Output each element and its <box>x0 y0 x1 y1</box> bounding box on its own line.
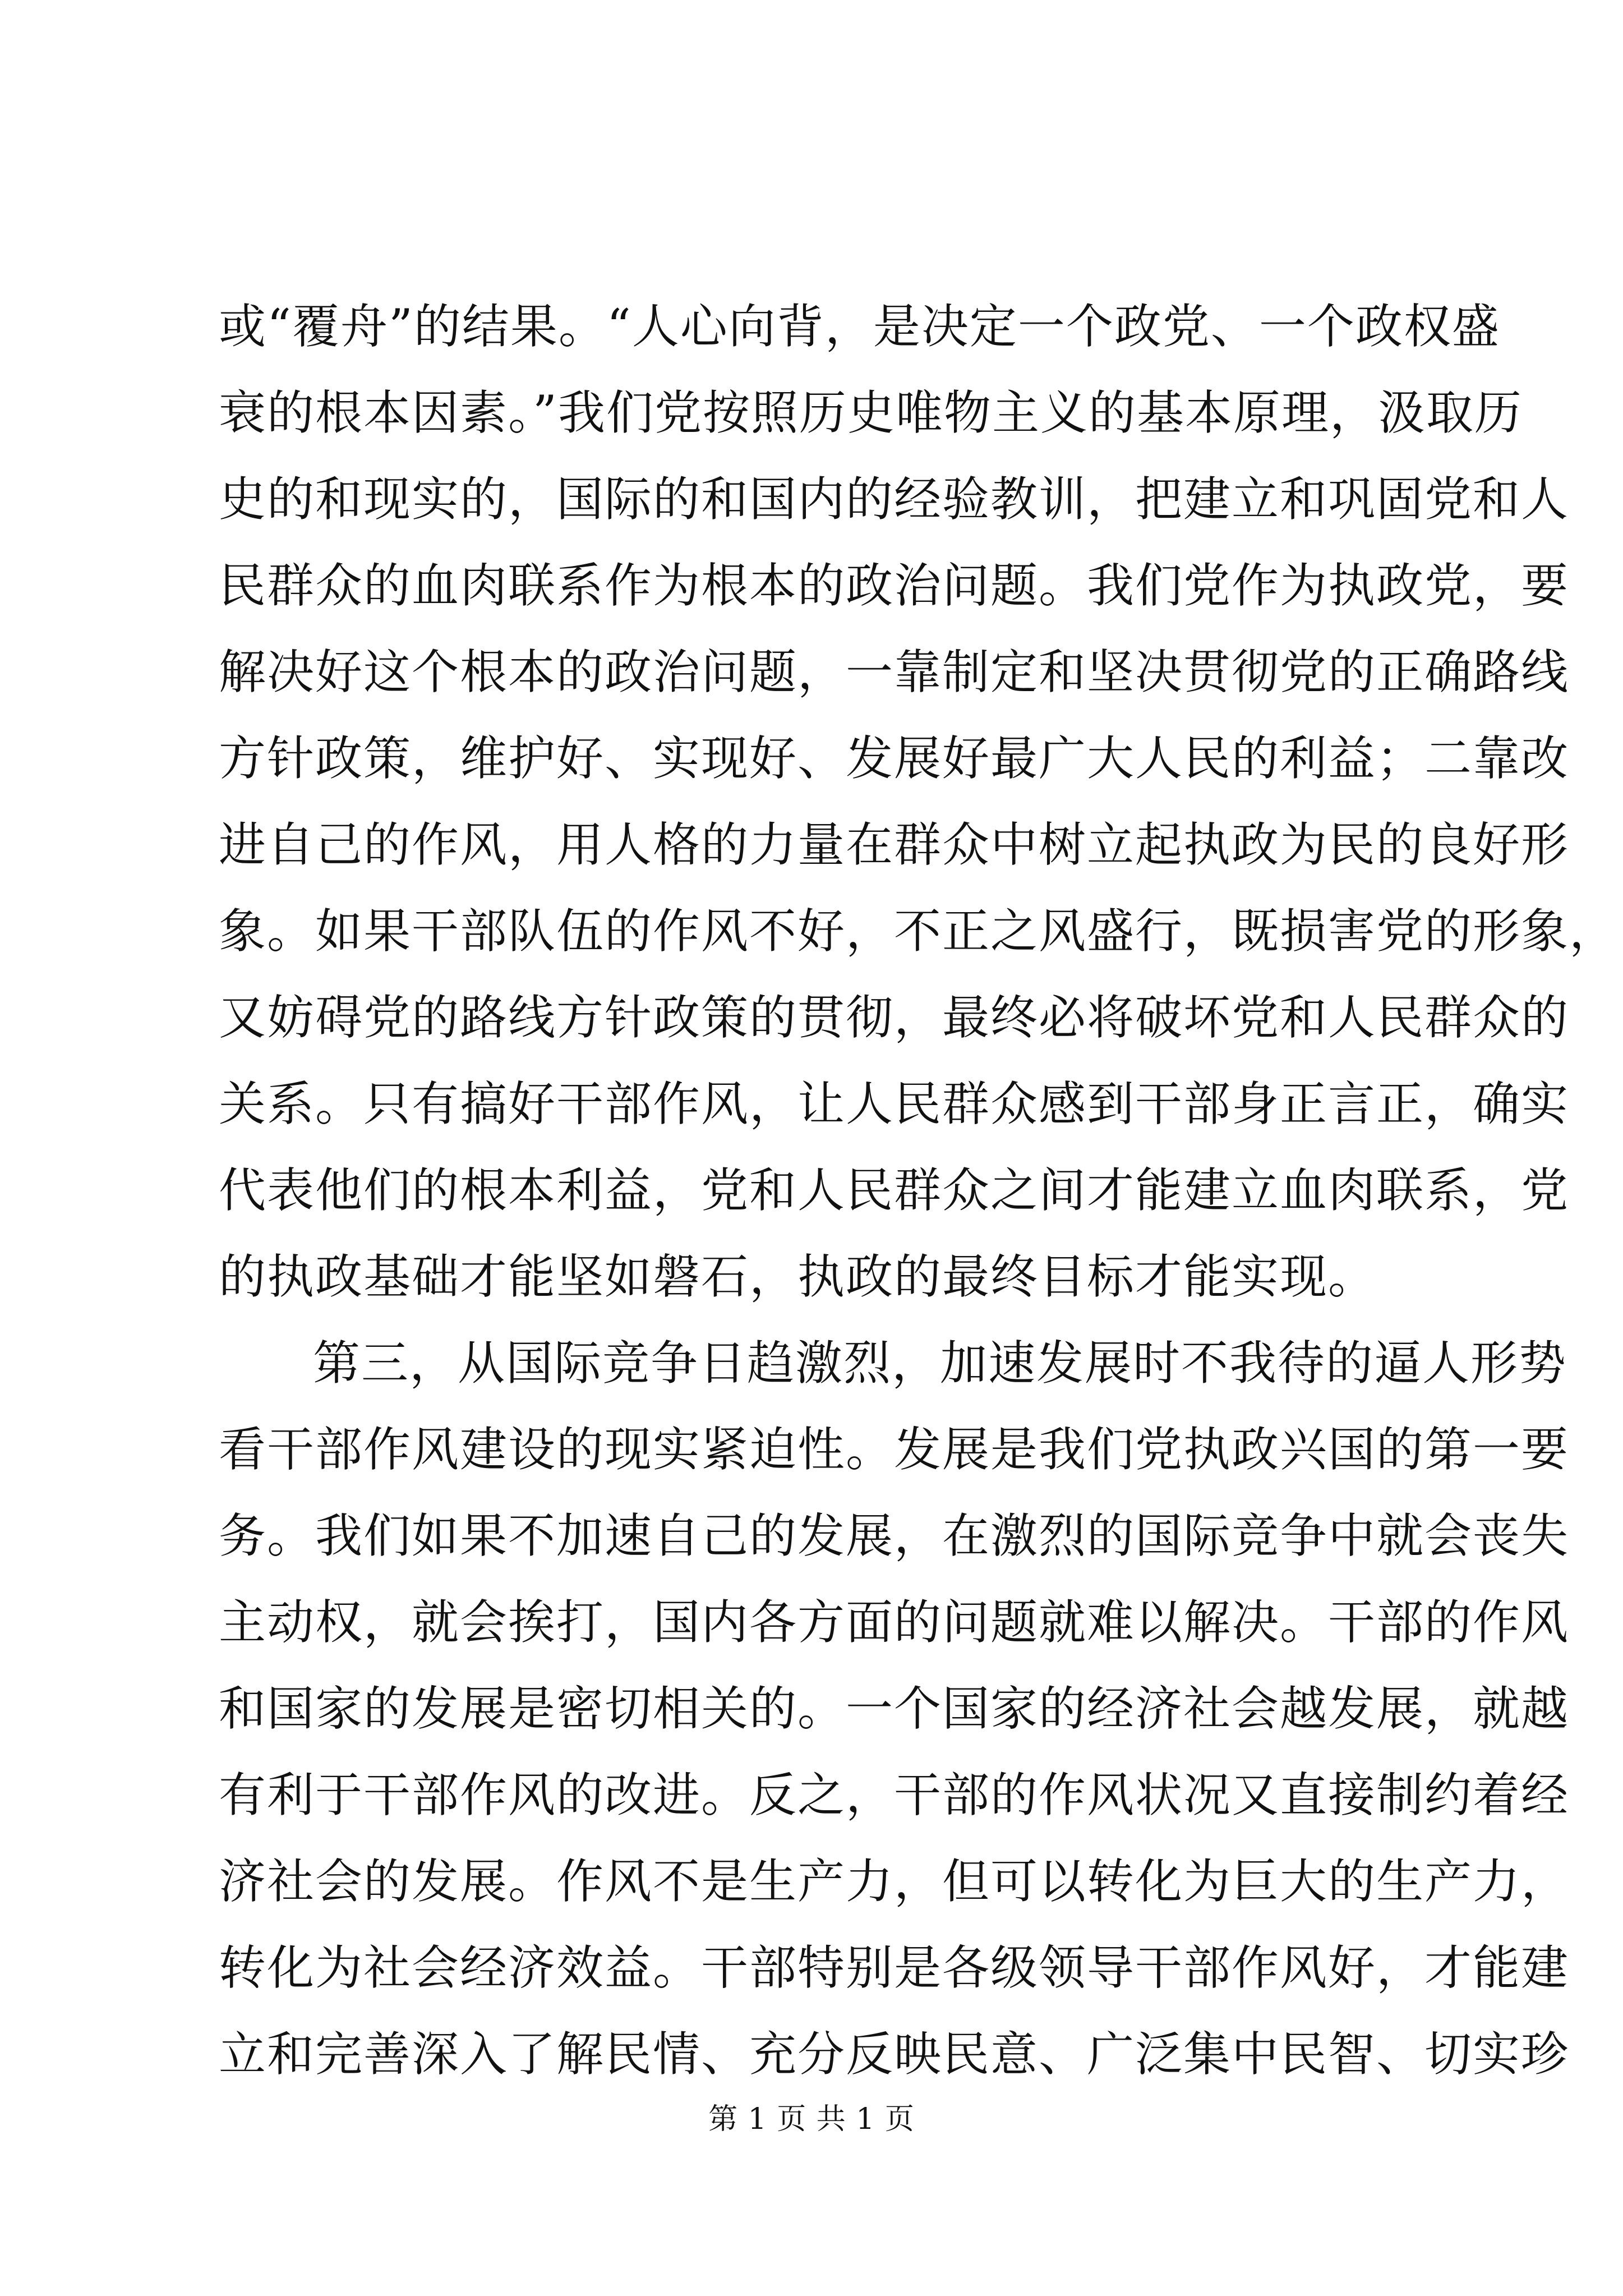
text-line: 看干部作风建设的现实紧迫性。发展是我们党执政兴国的第一要 <box>219 1422 1570 1477</box>
text-line: 解决好这个根本的政治问题，一靠制定和坚决贯彻党的正确路线 <box>219 645 1570 700</box>
text-line: 济社会的发展。作风不是生产力，但可以转化为巨大的生产力， <box>219 1854 1570 1909</box>
text-line: 和国家的发展是密切相关的。一个国家的经济社会越发展，就越 <box>219 1681 1570 1736</box>
text-line: 关系。只有搞好干部作风，让人民群众感到干部身正言正，确实 <box>219 1076 1570 1131</box>
text-line-paragraph-start: 第三，从国际竞争日趋激烈，加速发展时不我待的逼人形势 <box>313 1336 1567 1391</box>
text-line: 方针政策，维护好、实现好、发展好最广大人民的利益；二靠改 <box>219 731 1570 786</box>
text-line: 民群众的血肉联系作为根本的政治问题。我们党作为执政党，要 <box>219 558 1570 613</box>
text-line: 务。我们如果不加速自己的发展，在激烈的国际竞争中就会丧失 <box>219 1508 1570 1563</box>
text-line: 或“覆舟”的结果。“人心向背，是决定一个政党、一个政权盛 <box>219 299 1500 354</box>
text-line: 代表他们的根本利益，党和人民群众之间才能建立血肉联系，党 <box>219 1163 1570 1218</box>
text-line: 进自己的作风，用人格的力量在群众中树立起执政为民的良好形 <box>219 817 1570 872</box>
text-line: 衰的根本因素。”我们党按照历史唯物主义的基本原理，汲取历 <box>219 385 1523 440</box>
text-line: 主动权，就会挨打，国内各方面的问题就难以解决。干部的作风 <box>219 1595 1570 1650</box>
text-line-paragraph-end: 的执政基础才能坚如磐石，执政的最终目标才能实现。 <box>219 1249 1377 1304</box>
text-line: 象。如果干部队伍的作风不好，不正之风盛行，既损害党的形象， <box>219 904 1618 959</box>
text-line: 有利于干部作风的改进。反之，干部的作风状况又直接制约着经 <box>219 1768 1570 1823</box>
document-body <box>219 283 1618 2097</box>
text-line: 立和完善深入了解民情、充分反映民意、广泛集中民智、切实珍 <box>219 2027 1570 2082</box>
text-line: 史的和现实的，国际的和国内的经验教训，把建立和巩固党和人 <box>219 472 1570 527</box>
text-line: 又妨碍党的路线方针政策的贯彻，最终必将破坏党和人民群众的 <box>219 990 1570 1045</box>
text-line: 转化为社会经济效益。干部特别是各级领导干部作风好，才能建 <box>219 1940 1570 1995</box>
page-footer: 第 1 页 共 1 页 <box>708 2102 915 2136</box>
